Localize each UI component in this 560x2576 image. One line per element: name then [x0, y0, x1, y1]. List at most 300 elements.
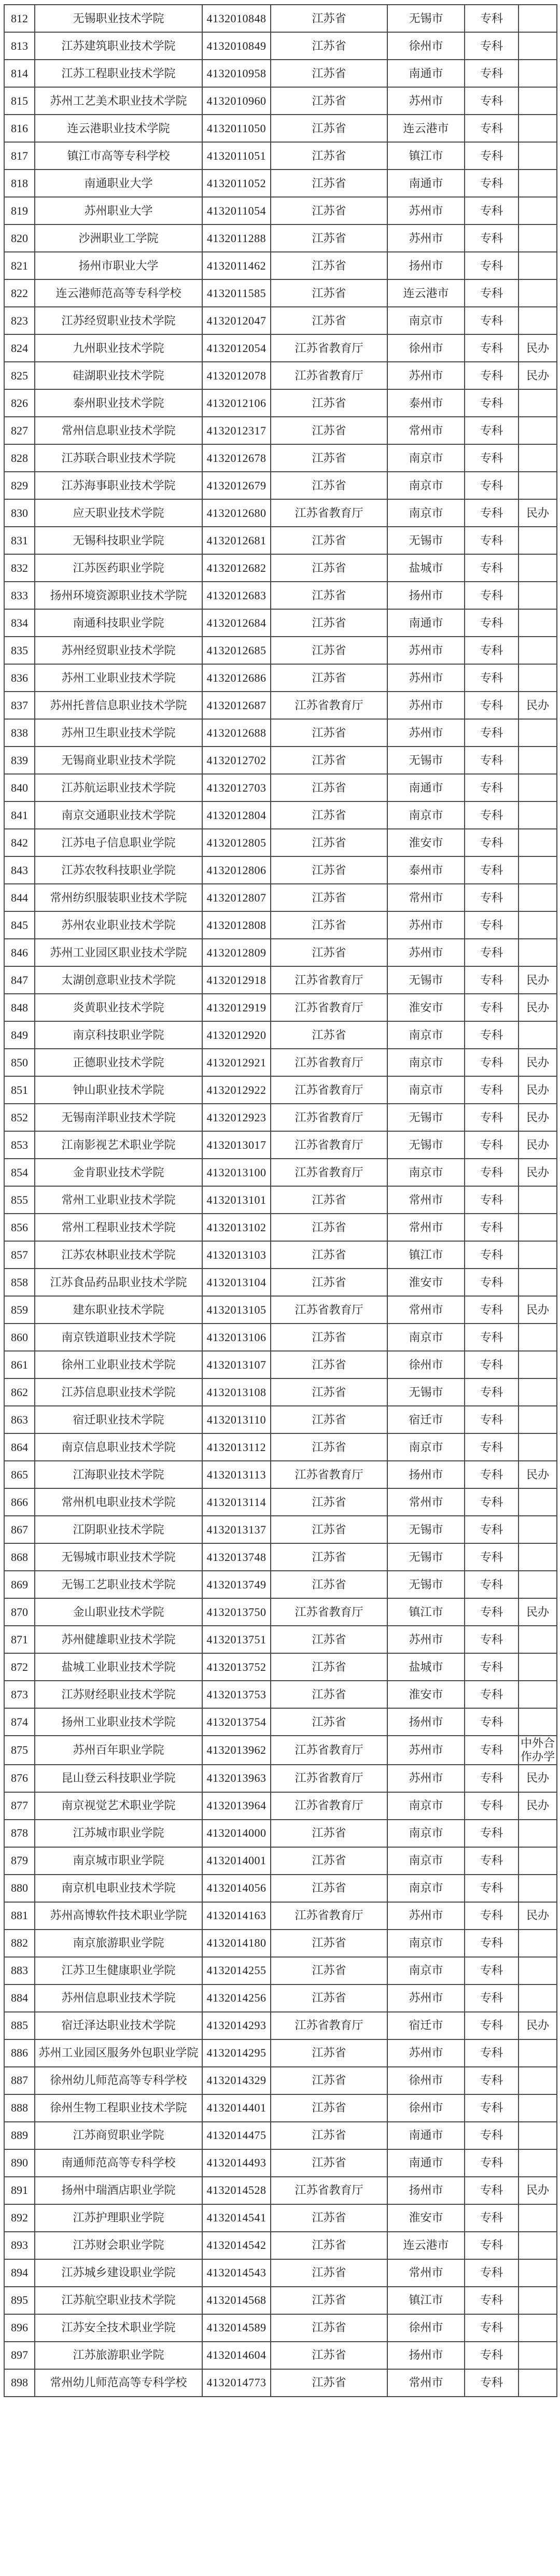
cell-city: 苏州市 — [387, 1902, 465, 1930]
cell-code: 4132012684 — [202, 609, 271, 637]
cell-code: 4132013112 — [202, 1433, 271, 1461]
cell-level: 专科 — [465, 1186, 519, 1214]
cell-name: 江苏农牧科技职业学院 — [35, 856, 202, 884]
cell-remark: 民办 — [519, 362, 557, 389]
cell-remark — [519, 2067, 557, 2094]
cell-city: 南京市 — [387, 1324, 465, 1351]
cell-code: 4132012807 — [202, 884, 271, 911]
cell-authority: 江苏省 — [271, 1626, 387, 1653]
cell-code: 4132011052 — [202, 170, 271, 197]
cell-name: 常州工程职业技术学院 — [35, 1214, 202, 1241]
cell-name: 沙洲职业工学院 — [35, 224, 202, 252]
cell-remark — [519, 2204, 557, 2232]
cell-no: 845 — [4, 911, 35, 939]
cell-level: 专科 — [465, 334, 519, 362]
table-row — [4, 829, 557, 856]
cell-authority: 江苏省 — [271, 1214, 387, 1241]
cell-no: 816 — [4, 115, 35, 142]
cell-code: 4132014528 — [202, 2177, 271, 2204]
cell-no: 846 — [4, 939, 35, 966]
cell-authority: 江苏省 — [271, 1847, 387, 1875]
cell-remark — [519, 1488, 557, 1516]
cell-name: 常州机电职业技术学院 — [35, 1488, 202, 1516]
table-row — [4, 1296, 557, 1324]
cell-authority: 江苏省 — [271, 582, 387, 609]
table-row — [4, 1875, 557, 1902]
cell-code: 4132013749 — [202, 1571, 271, 1598]
cell-code: 4132012688 — [202, 719, 271, 747]
cell-name: 无锡科技职业学院 — [35, 527, 202, 554]
cell-code: 4132014493 — [202, 2149, 271, 2177]
table-row — [4, 637, 557, 664]
table-row — [4, 856, 557, 884]
cell-city: 南京市 — [387, 801, 465, 829]
cell-level: 专科 — [465, 1049, 519, 1076]
table-row — [4, 1847, 557, 1875]
cell-no: 850 — [4, 1049, 35, 1076]
cell-name: 南京城市职业学院 — [35, 1847, 202, 1875]
cell-remark — [519, 1653, 557, 1681]
cell-no: 872 — [4, 1653, 35, 1681]
cell-name: 苏州工业职业技术学院 — [35, 664, 202, 692]
cell-city: 南通市 — [387, 609, 465, 637]
cell-code: 4132013100 — [202, 1159, 271, 1186]
cell-authority: 江苏省 — [271, 170, 387, 197]
cell-no: 818 — [4, 170, 35, 197]
cell-name: 扬州市职业大学 — [35, 252, 202, 279]
cell-remark — [519, 1351, 557, 1378]
cell-no: 849 — [4, 1021, 35, 1049]
cell-name: 建东职业技术学院 — [35, 1296, 202, 1324]
cell-level: 专科 — [465, 911, 519, 939]
cell-name: 江苏工程职业技术学院 — [35, 60, 202, 87]
cell-city: 苏州市 — [387, 1736, 465, 1765]
table-row — [4, 252, 557, 279]
cell-level: 专科 — [465, 1571, 519, 1598]
cell-remark — [519, 1378, 557, 1406]
cell-authority: 江苏省 — [271, 939, 387, 966]
cell-remark — [519, 197, 557, 224]
cell-code: 4132014255 — [202, 1957, 271, 1984]
cell-level: 专科 — [465, 1021, 519, 1049]
cell-city: 无锡市 — [387, 1571, 465, 1598]
table-row — [4, 1957, 557, 1984]
cell-no: 830 — [4, 499, 35, 527]
cell-city: 南通市 — [387, 2122, 465, 2149]
cell-no: 855 — [4, 1186, 35, 1214]
cell-authority: 江苏省 — [271, 2259, 387, 2287]
table-row — [4, 1021, 557, 1049]
table-row — [4, 1378, 557, 1406]
cell-authority: 江苏省 — [271, 609, 387, 637]
cell-code: 4132011051 — [202, 142, 271, 170]
cell-code: 4132013751 — [202, 1626, 271, 1653]
cell-no: 857 — [4, 1241, 35, 1269]
cell-no: 837 — [4, 692, 35, 719]
cell-no: 841 — [4, 801, 35, 829]
table-row — [4, 582, 557, 609]
cell-level: 专科 — [465, 307, 519, 334]
cell-city: 苏州市 — [387, 637, 465, 664]
cell-remark — [519, 444, 557, 472]
cell-authority: 江苏省 — [271, 829, 387, 856]
cell-authority: 江苏省教育厅 — [271, 334, 387, 362]
cell-remark: 民办 — [519, 1765, 557, 1792]
cell-level: 专科 — [465, 829, 519, 856]
cell-authority: 江苏省 — [271, 1324, 387, 1351]
cell-authority: 江苏省教育厅 — [271, 692, 387, 719]
cell-authority: 江苏省教育厅 — [271, 1598, 387, 1626]
cell-no: 870 — [4, 1598, 35, 1626]
cell-city: 盐城市 — [387, 554, 465, 582]
cell-code: 4132014475 — [202, 2122, 271, 2149]
cell-remark — [519, 417, 557, 444]
cell-name: 南京信息职业技术学院 — [35, 1433, 202, 1461]
cell-code: 4132014543 — [202, 2259, 271, 2287]
cell-authority: 江苏省 — [271, 1681, 387, 1708]
cell-city: 苏州市 — [387, 664, 465, 692]
cell-level: 专科 — [465, 32, 519, 60]
cell-no: 873 — [4, 1681, 35, 1708]
cell-city: 南京市 — [387, 1957, 465, 1984]
cell-name: 正德职业技术学院 — [35, 1049, 202, 1076]
cell-city: 无锡市 — [387, 1131, 465, 1159]
cell-authority: 江苏省 — [271, 801, 387, 829]
cell-city: 苏州市 — [387, 1765, 465, 1792]
cell-remark — [519, 1681, 557, 1708]
cell-no: 862 — [4, 1378, 35, 1406]
cell-code: 4132012680 — [202, 499, 271, 527]
cell-remark — [519, 637, 557, 664]
cell-city: 宿迁市 — [387, 2012, 465, 2039]
table-row — [4, 5, 557, 32]
cell-code: 4132011462 — [202, 252, 271, 279]
cell-no: 887 — [4, 2067, 35, 2094]
table-row — [4, 1598, 557, 1626]
cell-name: 苏州工艺美术职业技术学院 — [35, 87, 202, 115]
cell-city: 徐州市 — [387, 32, 465, 60]
cell-name: 徐州工业职业技术学院 — [35, 1351, 202, 1378]
cell-level: 专科 — [465, 1653, 519, 1681]
cell-remark — [519, 774, 557, 801]
cell-no: 856 — [4, 1214, 35, 1241]
cell-level: 专科 — [465, 252, 519, 279]
cell-authority: 江苏省 — [271, 747, 387, 774]
cell-name: 苏州经贸职业技术学院 — [35, 637, 202, 664]
cell-city: 常州市 — [387, 2369, 465, 2397]
cell-code: 4132013101 — [202, 1186, 271, 1214]
table-row — [4, 1792, 557, 1820]
cell-authority: 江苏省 — [271, 1186, 387, 1214]
cell-remark — [519, 939, 557, 966]
cell-code: 4132012703 — [202, 774, 271, 801]
cell-no: 859 — [4, 1296, 35, 1324]
cell-authority: 江苏省 — [271, 2287, 387, 2314]
cell-level: 专科 — [465, 279, 519, 307]
cell-city: 泰州市 — [387, 389, 465, 417]
table-row — [4, 334, 557, 362]
table-row — [4, 2259, 557, 2287]
cell-remark — [519, 60, 557, 87]
table-row — [4, 1131, 557, 1159]
cell-level: 专科 — [465, 87, 519, 115]
table-row — [4, 1984, 557, 2012]
cell-authority: 江苏省 — [271, 60, 387, 87]
cell-code: 4132012922 — [202, 1076, 271, 1104]
cell-remark — [519, 2149, 557, 2177]
cell-no: 826 — [4, 389, 35, 417]
cell-city: 南京市 — [387, 307, 465, 334]
table-row — [4, 1516, 557, 1543]
cell-city: 徐州市 — [387, 334, 465, 362]
cell-remark — [519, 1324, 557, 1351]
cell-city: 盐城市 — [387, 1653, 465, 1681]
cell-code: 4132013103 — [202, 1241, 271, 1269]
table-row — [4, 444, 557, 472]
cell-no: 888 — [4, 2094, 35, 2122]
cell-level: 专科 — [465, 1984, 519, 2012]
cell-level: 专科 — [465, 1214, 519, 1241]
cell-level: 专科 — [465, 2369, 519, 2397]
cell-city: 无锡市 — [387, 1378, 465, 1406]
cell-code: 4132014295 — [202, 2039, 271, 2067]
cell-code: 4132010960 — [202, 87, 271, 115]
cell-no: 866 — [4, 1488, 35, 1516]
cell-no: 885 — [4, 2012, 35, 2039]
cell-code: 4132012686 — [202, 664, 271, 692]
cell-authority: 江苏省 — [271, 2039, 387, 2067]
cell-level: 专科 — [465, 5, 519, 32]
cell-authority: 江苏省 — [271, 252, 387, 279]
table-row — [4, 1186, 557, 1214]
cell-name: 南京机电职业技术学院 — [35, 1875, 202, 1902]
cell-no: 822 — [4, 279, 35, 307]
cell-code: 4132014293 — [202, 2012, 271, 2039]
cell-code: 4132014401 — [202, 2094, 271, 2122]
cell-level: 专科 — [465, 582, 519, 609]
cell-remark: 民办 — [519, 1461, 557, 1488]
table-row — [4, 966, 557, 994]
table-row — [4, 2287, 557, 2314]
cell-no: 827 — [4, 417, 35, 444]
cell-authority: 江苏省 — [271, 527, 387, 554]
cell-level: 专科 — [465, 362, 519, 389]
cell-authority: 江苏省教育厅 — [271, 2012, 387, 2039]
cell-city: 南京市 — [387, 1159, 465, 1186]
cell-city: 常州市 — [387, 1488, 465, 1516]
cell-level: 专科 — [465, 1296, 519, 1324]
cell-level: 专科 — [465, 664, 519, 692]
cell-code: 4132012054 — [202, 334, 271, 362]
table-row — [4, 2342, 557, 2369]
cell-remark — [519, 32, 557, 60]
table-row — [4, 664, 557, 692]
cell-level: 专科 — [465, 2342, 519, 2369]
cell-name: 苏州农业职业技术学院 — [35, 911, 202, 939]
table-row — [4, 1076, 557, 1104]
cell-city: 苏州市 — [387, 197, 465, 224]
cell-code: 4132012679 — [202, 472, 271, 499]
cell-code: 4132014163 — [202, 1902, 271, 1930]
cell-no: 834 — [4, 609, 35, 637]
table-row — [4, 939, 557, 966]
cell-level: 专科 — [465, 1930, 519, 1957]
cell-no: 892 — [4, 2204, 35, 2232]
cell-no: 876 — [4, 1765, 35, 1792]
cell-no: 895 — [4, 2287, 35, 2314]
cell-name: 江苏财会职业学院 — [35, 2232, 202, 2259]
cell-code: 4132014329 — [202, 2067, 271, 2094]
cell-no: 886 — [4, 2039, 35, 2067]
cell-remark — [519, 747, 557, 774]
cell-level: 专科 — [465, 2259, 519, 2287]
cell-level: 专科 — [465, 966, 519, 994]
cell-no: 878 — [4, 1820, 35, 1847]
cell-name: 江阴职业技术学院 — [35, 1516, 202, 1543]
cell-remark — [519, 911, 557, 939]
cell-code: 4132014773 — [202, 2369, 271, 2397]
cell-remark: 民办 — [519, 1104, 557, 1131]
cell-remark — [519, 2259, 557, 2287]
cell-level: 专科 — [465, 389, 519, 417]
cell-code: 4132013114 — [202, 1488, 271, 1516]
cell-authority: 江苏省 — [271, 1930, 387, 1957]
cell-name: 江苏城乡建设职业学院 — [35, 2259, 202, 2287]
cell-level: 专科 — [465, 1792, 519, 1820]
cell-city: 苏州市 — [387, 362, 465, 389]
cell-remark — [519, 1186, 557, 1214]
cell-authority: 江苏省 — [271, 911, 387, 939]
cell-name: 昆山登云科技职业学院 — [35, 1765, 202, 1792]
cell-authority: 江苏省 — [271, 472, 387, 499]
cell-city: 无锡市 — [387, 527, 465, 554]
cell-code: 4132010958 — [202, 60, 271, 87]
cell-no: 890 — [4, 2149, 35, 2177]
cell-name: 江苏农林职业技术学院 — [35, 1241, 202, 1269]
cell-code: 4132012702 — [202, 747, 271, 774]
table-row — [4, 1406, 557, 1433]
cell-level: 专科 — [465, 692, 519, 719]
table-row — [4, 2369, 557, 2397]
cell-remark: 民办 — [519, 692, 557, 719]
cell-level: 专科 — [465, 884, 519, 911]
table-row — [4, 1351, 557, 1378]
cell-city: 淮安市 — [387, 829, 465, 856]
cell-authority: 江苏省 — [271, 1653, 387, 1681]
cell-remark — [519, 1241, 557, 1269]
table-row — [4, 1543, 557, 1571]
cell-remark: 民办 — [519, 1159, 557, 1186]
cell-no: 836 — [4, 664, 35, 692]
cell-no: 883 — [4, 1957, 35, 1984]
table-row — [4, 1241, 557, 1269]
cell-authority: 江苏省 — [271, 197, 387, 224]
cell-no: 828 — [4, 444, 35, 472]
cell-remark: 民办 — [519, 334, 557, 362]
cell-authority: 江苏省 — [271, 2314, 387, 2342]
table-row — [4, 60, 557, 87]
cell-city: 镇江市 — [387, 1241, 465, 1269]
cell-level: 专科 — [465, 801, 519, 829]
cell-no: 868 — [4, 1543, 35, 1571]
cell-level: 专科 — [465, 2177, 519, 2204]
cell-remark — [519, 2342, 557, 2369]
cell-authority: 江苏省教育厅 — [271, 1296, 387, 1324]
cell-authority: 江苏省教育厅 — [271, 994, 387, 1021]
cell-city: 淮安市 — [387, 1681, 465, 1708]
cell-code: 4132013137 — [202, 1516, 271, 1543]
cell-name: 应天职业技术学院 — [35, 499, 202, 527]
cell-city: 常州市 — [387, 884, 465, 911]
cell-name: 苏州工业园区职业技术学院 — [35, 939, 202, 966]
cell-name: 徐州幼儿师范高等专科学校 — [35, 2067, 202, 2094]
cell-remark — [519, 1406, 557, 1433]
cell-name: 江苏卫生健康职业学院 — [35, 1957, 202, 1984]
cell-level: 专科 — [465, 1543, 519, 1571]
cell-name: 江苏航空职业技术学院 — [35, 2287, 202, 2314]
cell-level: 专科 — [465, 1626, 519, 1653]
table-row — [4, 1571, 557, 1598]
cell-no: 819 — [4, 197, 35, 224]
cell-remark — [519, 307, 557, 334]
cell-name: 钟山职业技术学院 — [35, 1076, 202, 1104]
cell-name: 江苏护理职业学院 — [35, 2204, 202, 2232]
cell-code: 4132012923 — [202, 1104, 271, 1131]
cell-name: 江南影视艺术职业学院 — [35, 1131, 202, 1159]
cell-remark — [519, 2287, 557, 2314]
cell-level: 专科 — [465, 1406, 519, 1433]
cell-city: 南京市 — [387, 499, 465, 527]
cell-code: 4132012678 — [202, 444, 271, 472]
table-row — [4, 362, 557, 389]
table-row — [4, 1104, 557, 1131]
cell-level: 专科 — [465, 1875, 519, 1902]
table-row — [4, 417, 557, 444]
cell-no: 897 — [4, 2342, 35, 2369]
cell-no: 881 — [4, 1902, 35, 1930]
cell-authority: 江苏省 — [271, 115, 387, 142]
cell-authority: 江苏省 — [271, 1433, 387, 1461]
cell-city: 南京市 — [387, 1021, 465, 1049]
table-row — [4, 197, 557, 224]
cell-code: 4132012685 — [202, 637, 271, 664]
cell-no: 896 — [4, 2314, 35, 2342]
cell-no: 813 — [4, 32, 35, 60]
table-row — [4, 1488, 557, 1516]
cell-authority: 江苏省 — [271, 1543, 387, 1571]
cell-remark — [519, 1875, 557, 1902]
cell-remark: 民办 — [519, 1902, 557, 1930]
cell-authority: 江苏省 — [271, 87, 387, 115]
cell-no: 852 — [4, 1104, 35, 1131]
cell-authority: 江苏省教育厅 — [271, 1104, 387, 1131]
cell-authority: 江苏省 — [271, 417, 387, 444]
cell-no: 884 — [4, 1984, 35, 2012]
cell-level: 专科 — [465, 1736, 519, 1765]
cell-code: 4132013754 — [202, 1708, 271, 1736]
cell-city: 镇江市 — [387, 2287, 465, 2314]
cell-authority: 江苏省 — [271, 1021, 387, 1049]
cell-name: 金肯职业技术学院 — [35, 1159, 202, 1186]
cell-code: 4132012804 — [202, 801, 271, 829]
cell-name: 连云港职业技术学院 — [35, 115, 202, 142]
cell-no: 879 — [4, 1847, 35, 1875]
cell-no: 823 — [4, 307, 35, 334]
cell-level: 专科 — [465, 115, 519, 142]
cell-city: 南京市 — [387, 1875, 465, 1902]
cell-name: 南京视觉艺术职业学院 — [35, 1792, 202, 1820]
cell-code: 4132013017 — [202, 1131, 271, 1159]
